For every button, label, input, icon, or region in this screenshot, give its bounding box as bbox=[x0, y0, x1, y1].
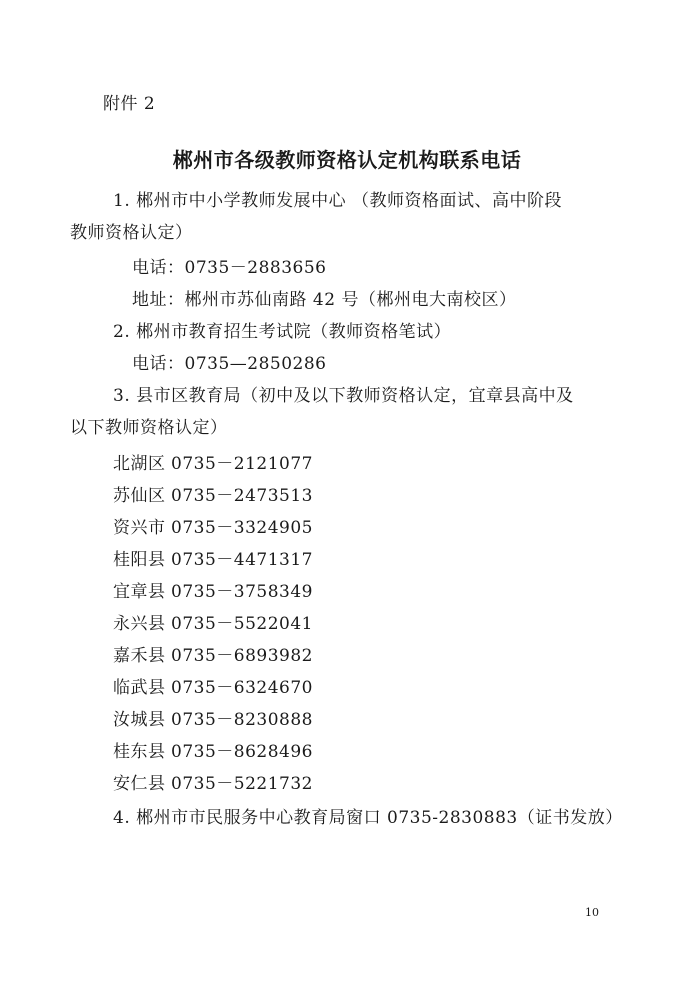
district-name: 北湖区 bbox=[113, 454, 166, 474]
section-1-phone: 电话：0735－2883656 bbox=[132, 258, 327, 278]
district-phone: 0735－3758349 bbox=[171, 582, 313, 602]
district-name: 临武县 bbox=[113, 678, 166, 698]
section-1-heading-continued: 教师资格认定） bbox=[70, 223, 193, 243]
district-phone: 0735－5221732 bbox=[171, 774, 313, 794]
district-row bbox=[113, 484, 313, 508]
district-phone: 0735－6893982 bbox=[171, 646, 313, 666]
district-phone: 0735－4471317 bbox=[171, 550, 313, 570]
attachment-label: 附件 2 bbox=[103, 94, 156, 114]
district-name: 嘉禾县 bbox=[113, 646, 166, 666]
district-name: 桂阳县 bbox=[113, 550, 166, 570]
section-3-heading: 3. 县市区教育局（初中及以下教师资格认定，宜章县高中及 bbox=[113, 386, 574, 406]
district-name: 桂东县 bbox=[113, 742, 166, 762]
section-3-heading-continued: 以下教师资格认定） bbox=[70, 418, 228, 438]
section-2-heading: 2. 郴州市教育招生考试院（教师资格笔试） bbox=[113, 322, 452, 342]
section-4-heading: 4. 郴州市市民服务中心教育局窗口 0735-2830883（证书发放） bbox=[113, 808, 623, 828]
district-phone: 0735－5522041 bbox=[171, 614, 313, 634]
district-phone: 0735－2473513 bbox=[171, 486, 313, 506]
district-row bbox=[113, 548, 313, 572]
district-row bbox=[113, 740, 313, 764]
district-row bbox=[113, 644, 313, 668]
district-name: 资兴市 bbox=[113, 518, 166, 538]
district-row bbox=[113, 708, 313, 732]
district-name: 宜章县 bbox=[113, 582, 166, 602]
district-name: 安仁县 bbox=[113, 774, 166, 794]
district-row bbox=[113, 676, 313, 700]
district-name: 永兴县 bbox=[113, 614, 166, 634]
district-phone: 0735－3324905 bbox=[171, 518, 313, 538]
district-row bbox=[113, 580, 313, 604]
district-phone: 0735－6324670 bbox=[171, 678, 313, 698]
section-1-heading: 1. 郴州市中小学教师发展中心 （教师资格面试、高中阶段 bbox=[113, 191, 563, 211]
page-number: 10 bbox=[585, 906, 599, 919]
district-name: 苏仙区 bbox=[113, 486, 166, 506]
district-row bbox=[113, 772, 313, 796]
district-name: 汝城县 bbox=[113, 710, 166, 730]
section-2-phone: 电话：0735—2850286 bbox=[132, 354, 327, 374]
document-title: 郴州市各级教师资格认定机构联系电话 bbox=[172, 148, 522, 172]
district-row bbox=[113, 516, 313, 540]
district-phone: 0735－8230888 bbox=[171, 710, 313, 730]
district-phone: 0735－2121077 bbox=[171, 454, 313, 474]
district-row bbox=[113, 452, 313, 476]
district-row bbox=[113, 612, 313, 636]
district-phone: 0735－8628496 bbox=[171, 742, 313, 762]
section-1-address: 地址：郴州市苏仙南路 42 号（郴州电大南校区） bbox=[132, 290, 517, 310]
